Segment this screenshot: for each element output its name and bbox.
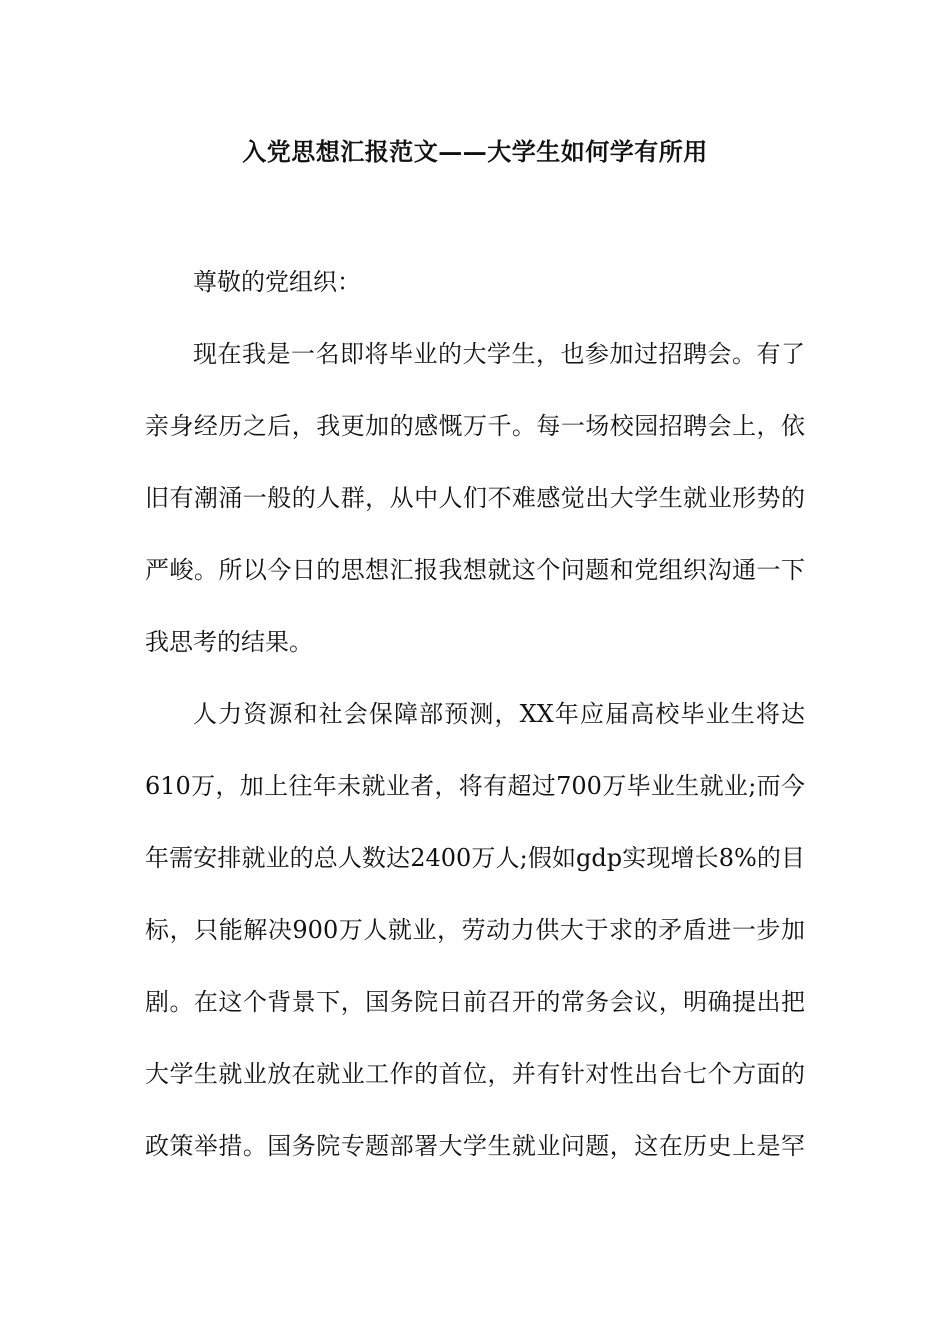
paragraph-2-line-3: 年需安排就业的总人数达2400万人;假如gdp实现增长8%的目 (145, 844, 805, 872)
paragraph-1-line-3: 旧有潮涌一般的人群，从中人们不难感觉出大学生就业形势的 (145, 484, 805, 512)
document-title: 入党思想汇报范文——大学生如何学有所用 (242, 137, 708, 166)
paragraph-1-line-2: 亲身经历之后，我更加的感慨万千。每一场校园招聘会上，依 (145, 412, 805, 440)
paragraph-2-line-6: 大学生就业放在就业工作的首位，并有针对性出台七个方面的 (145, 1060, 805, 1088)
paragraph-1-line-4: 严峻。所以今日的思想汇报我想就这个问题和党组织沟通一下 (145, 556, 805, 584)
paragraph-2-line-5: 剧。在这个背景下，国务院日前召开的常务会议，明确提出把 (145, 988, 805, 1016)
paragraph-1-line-1: 现在我是一名即将毕业的大学生，也参加过招聘会。有了 (193, 340, 805, 368)
document-body (145, 246, 805, 1182)
paragraph-2-line-4: 标，只能解决900万人就业，劳动力供大于求的矛盾进一步加 (145, 916, 805, 944)
paragraph-2-line-7: 政策举措。国务院专题部署大学生就业问题，这在历史上是罕 (145, 1132, 805, 1160)
paragraph-2-line-2: 610万，加上往年未就业者，将有超过700万毕业生就业;而今 (145, 772, 805, 800)
salutation-line: 尊敬的党组织： (193, 268, 361, 296)
paragraph-2-line-1: 人力资源和社会保障部预测，XX年应届高校毕业生将达 (193, 700, 805, 728)
paragraph-1-line-5: 我思考的结果。 (145, 628, 313, 656)
